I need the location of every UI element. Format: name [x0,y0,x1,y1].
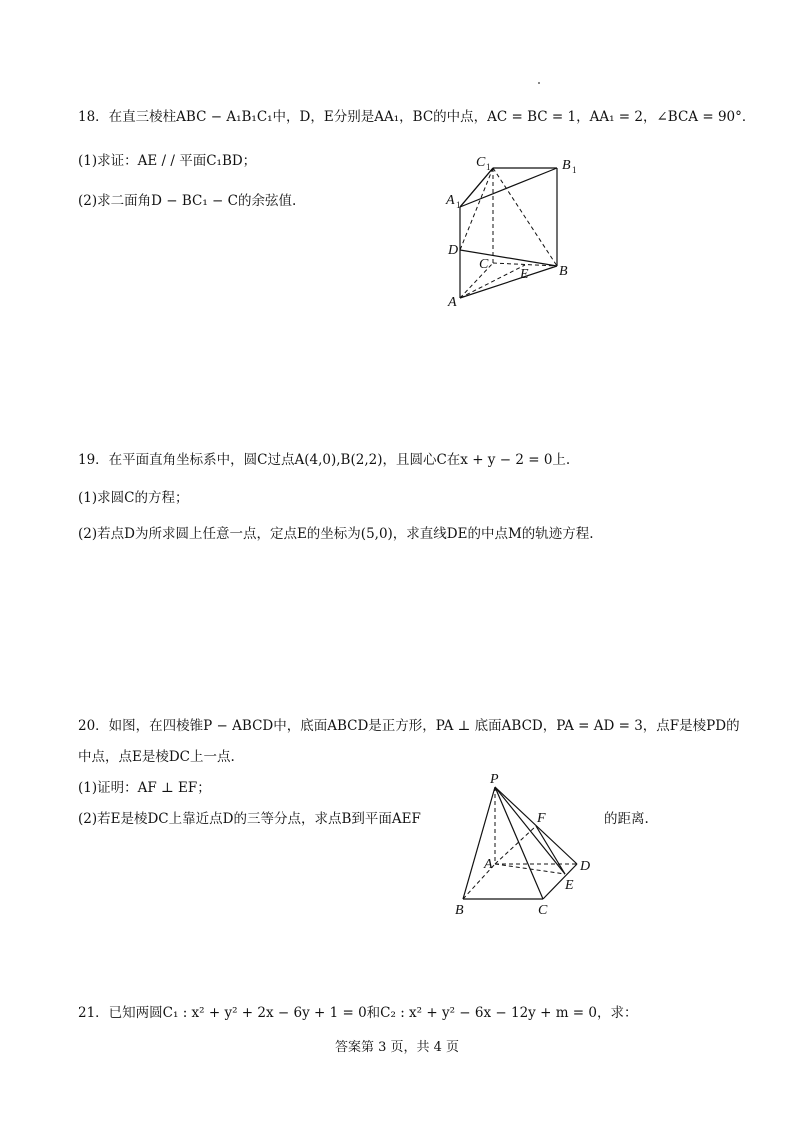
q18-part2: (2)求二面角D − BC₁ − C的余弦值. [78,193,297,209]
label-B: B [559,264,568,279]
q19-part2: (2)若点D为所求圆上任意一点，定点E的坐标为(5,0)，求直线DE的中点M的轨迹方程. [78,526,594,542]
label-C1-sub: 1 [486,162,491,172]
label-A: A [448,295,457,310]
q21-stem: 21．已知两圆C₁ : x² + y² + 2x − 6y + 1 = 0和C₂ : x² + y² − 6x − 12y + m = 0，求： [78,1005,638,1021]
label-C: C [538,903,548,918]
q18-stem: 18．在直三棱柱ABC − A₁B₁C₁中，D，E分别是AA₁，BC的中点，AC = BC = 1，AA₁ = 2，∠BCA = 90°． [78,109,756,125]
label-D: D [580,859,591,874]
label-C: C [479,257,489,272]
label-B: B [455,903,464,918]
q20-part2: (2)若E是棱DC上靠近点D的三等分点，求点B到平面AEF [78,811,421,827]
q20-part1: (1)证明：AF ⊥ EF； [78,780,211,796]
q19-part1: (1)求圆C的方程； [78,490,189,506]
label-A: A [484,857,493,872]
label-D: D [448,243,459,258]
q20-stem-line1: 20．如图，在四棱锥P − ABCD中，底面ABCD是正方形，PA ⊥ 底面ABCD，PA = AD = 3，点F是棱PD的 [78,718,740,734]
label-B1-sub: 1 [572,165,577,175]
label-E: E [565,878,574,893]
label-P: P [490,772,499,787]
q20-part2-end: 的距离. [604,811,649,827]
q19-stem: 19．在平面直角坐标系中，圆C过点A(4,0),B(2,2)，且圆心C在x + y − 2 = 0上. [78,452,571,468]
label-A1: A [446,193,455,208]
label-C1: C [476,155,486,170]
label-F: F [537,811,546,826]
q18-part1: (1)求证：AE / / 平面C₁BD； [78,153,257,169]
page-footer: 答案第 3 页，共 4 页 [334,1040,460,1055]
label-B1: B [562,158,571,173]
label-E: E [520,267,529,282]
q20-stem-line2: 中点，点E是棱DC上一点. [78,749,235,765]
label-A1-sub: 1 [456,200,461,210]
